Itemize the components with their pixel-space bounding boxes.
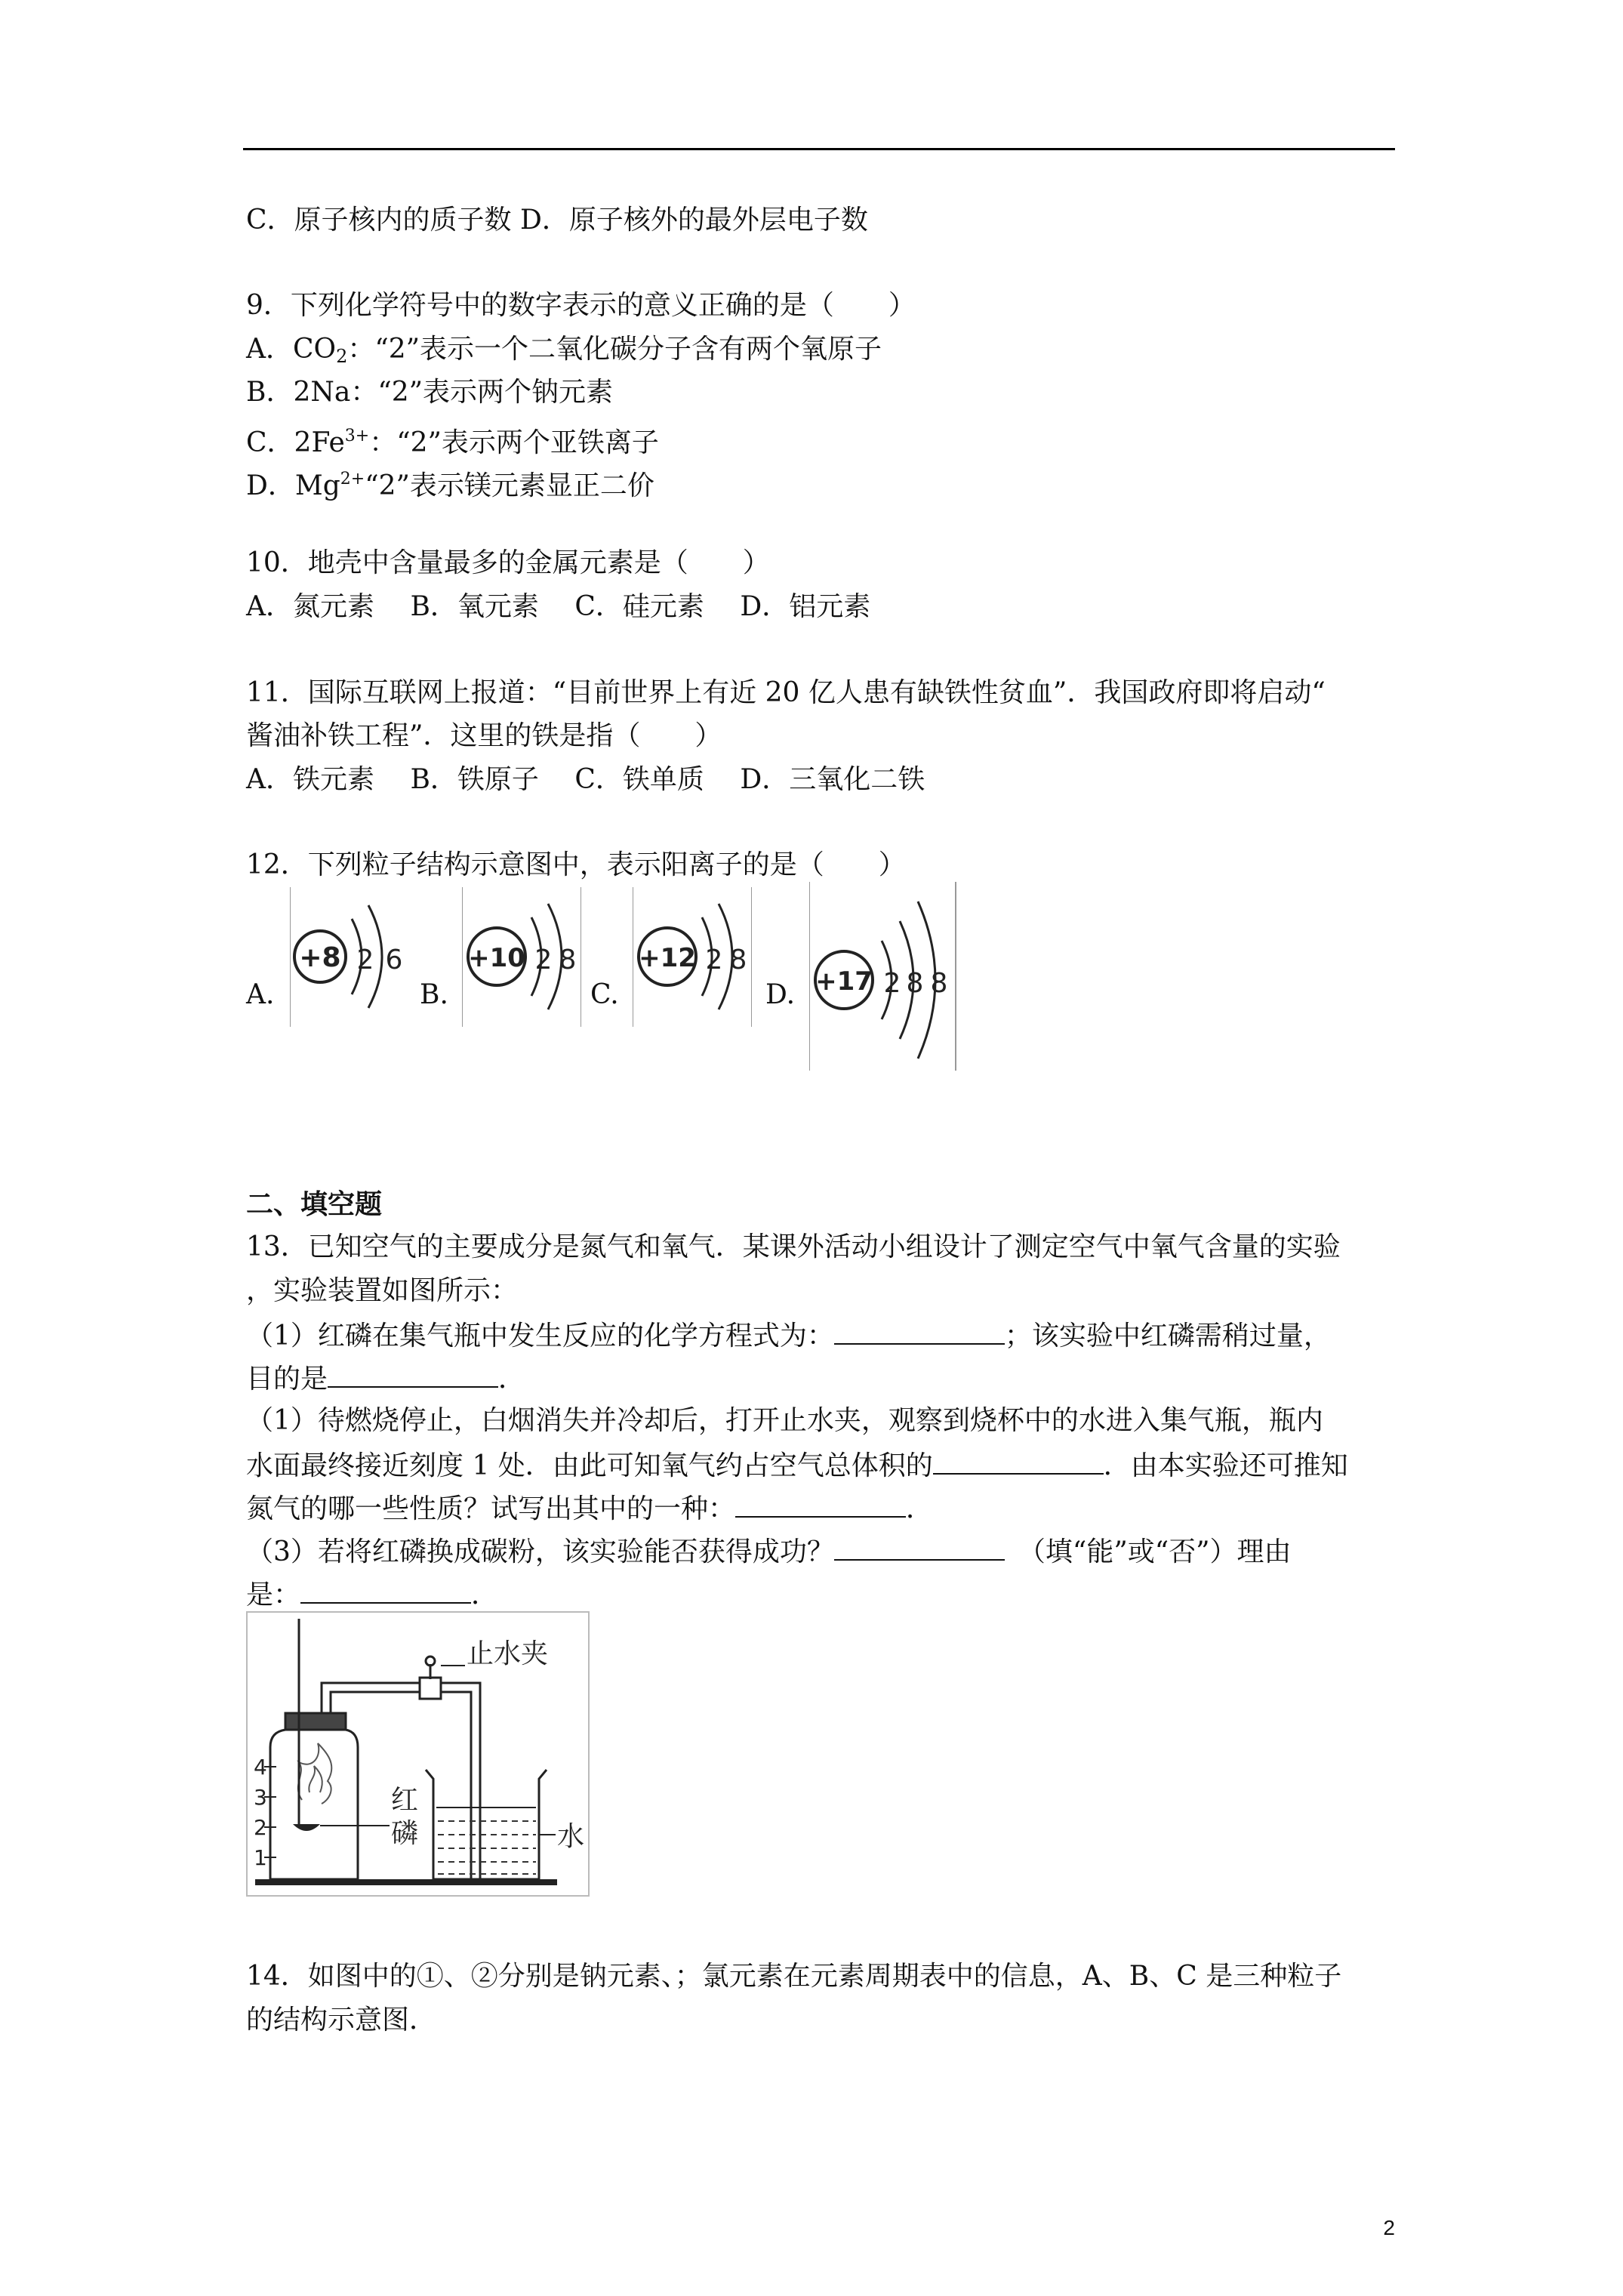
answer-blank[interactable]	[834, 1318, 1005, 1345]
answer-blank[interactable]	[300, 1576, 471, 1604]
q12-atom-diagram-b	[462, 887, 581, 1027]
q13-part2-line2: 水面最终接近刻度 1 处．由此可知氧气约占空气总体积的 ．由本实验还可推知	[246, 1447, 1348, 1483]
answer-blank[interactable]	[735, 1490, 906, 1518]
q10-options: A．氮元素 B．氧元素 C．硅元素 D．铝元素	[246, 591, 871, 622]
q11-options: A．铁元素 B．铁原子 C．铁单质 D．三氧化二铁	[246, 764, 925, 795]
svg-text:3: 3	[254, 1785, 267, 1810]
q13-stem-line2: ，实验装置如图所示：	[246, 1275, 519, 1306]
clamp-label: 止水夹	[467, 1638, 549, 1669]
shell-electrons: 2	[356, 945, 374, 975]
q13-stem-line1: 13．已知空气的主要成分是氮气和氧气．某课外活动小组设计了测定空气中氧气含量的实验	[246, 1231, 1341, 1262]
phosphorus-label: 红	[391, 1785, 419, 1816]
q13-part1-line1: （1）红磷在集气瓶中发生反应的化学方程式为： ；该实验中红磷需稍过量，	[246, 1318, 1331, 1353]
q9-option-a: A．$CO_2$：“2”表示一个二氧化碳分子含有两个氧原子	[246, 334, 882, 367]
shell-electrons: 2	[705, 945, 723, 975]
q9-option-d: D．$Mg^{2+}“2$”表示镁元素显正二价	[246, 470, 654, 501]
q12-option-b-label: B.	[420, 979, 448, 1010]
shell-electrons: 2	[883, 968, 901, 999]
q12-option-d-label: D.	[765, 979, 796, 1010]
q8-options-tail: C．原子核内的质子数 D．原子核外的最外层电子数	[246, 205, 868, 236]
answer-blank[interactable]	[834, 1533, 1005, 1561]
q9-stem: 9．下列化学符号中的数字表示的意义正确的是（ ）	[246, 290, 916, 321]
svg-text:2: 2	[254, 1815, 267, 1840]
section-heading: 二、填空题	[246, 1189, 383, 1220]
answer-blank[interactable]	[933, 1447, 1104, 1475]
q12-atom-diagram-d	[809, 882, 957, 1071]
q13-part3-line1: （3）若将红磷换成碳粉，该实验能否获得成功？ （填“能”或“否”）理由	[246, 1533, 1292, 1569]
q9-option-c: C．$2Fe^{3+}$：“2”表示两个亚铁离子	[246, 427, 659, 458]
q12-option-c-label: C.	[590, 979, 619, 1010]
q12-atom-diagram-a	[290, 887, 408, 1027]
clamp-icon	[420, 1678, 441, 1699]
nucleus-charge: +12	[639, 943, 696, 973]
q12-option-a-label: A.	[246, 979, 275, 1010]
q13-part1-line2: 目的是 ．	[246, 1361, 525, 1396]
shell-electrons: 6	[385, 945, 403, 975]
q12-stem: 12．下列粒子结构示意图中，表示阳离子的是（ ）	[246, 849, 906, 880]
water-label: 水	[557, 1821, 585, 1852]
nucleus-charge: +10	[468, 943, 525, 973]
q14-stem-line2: 的结构示意图．	[246, 2005, 437, 2036]
shell-electrons: 8	[559, 945, 577, 975]
q13-part2-line3: 氮气的哪一些性质？试写出其中的一种： ．	[246, 1490, 933, 1526]
shell-electrons: 2	[534, 945, 553, 975]
svg-text:磷: 磷	[391, 1818, 419, 1849]
q12-atom-diagram-c	[633, 887, 752, 1027]
page-number: 2	[1383, 2216, 1395, 2239]
answer-blank[interactable]	[328, 1361, 498, 1388]
q9-option-b: B．2Na：“2”表示两个钠元素	[246, 377, 614, 408]
header-rule	[243, 148, 1395, 150]
svg-text:4: 4	[254, 1755, 267, 1780]
q13-part3-line2: 是： ．	[246, 1576, 498, 1612]
shell-electrons: 8	[930, 968, 948, 999]
svg-text:1: 1	[254, 1845, 267, 1870]
shell-electrons: 8	[729, 945, 747, 975]
nucleus-charge: +8	[299, 942, 341, 973]
q13-part2-line1: （1）待燃烧停止，白烟消失并冷却后，打开止水夹，观察到烧杯中的水进入集气瓶，瓶内	[246, 1405, 1323, 1436]
q11-stem-line1: 11．国际互联网上报道：“目前世界上有近 20 亿人患有缺铁性贫血”．我国政府即将启动“	[246, 677, 1326, 708]
q13-apparatus-figure	[246, 1611, 590, 1897]
q11-stem-line2: 酱油补铁工程”．这里的铁是指（ ）	[246, 720, 722, 751]
nucleus-charge: +17	[815, 966, 873, 997]
shell-electrons: 8	[906, 968, 924, 999]
q14-stem-line1: 14．如图中的①、②分别是钠元素、；氯元素在元素周期表中的信息，A、B、C 是三种粒子	[246, 1961, 1342, 1992]
q10-stem: 10．地壳中含量最多的金属元素是（ ）	[246, 547, 770, 578]
